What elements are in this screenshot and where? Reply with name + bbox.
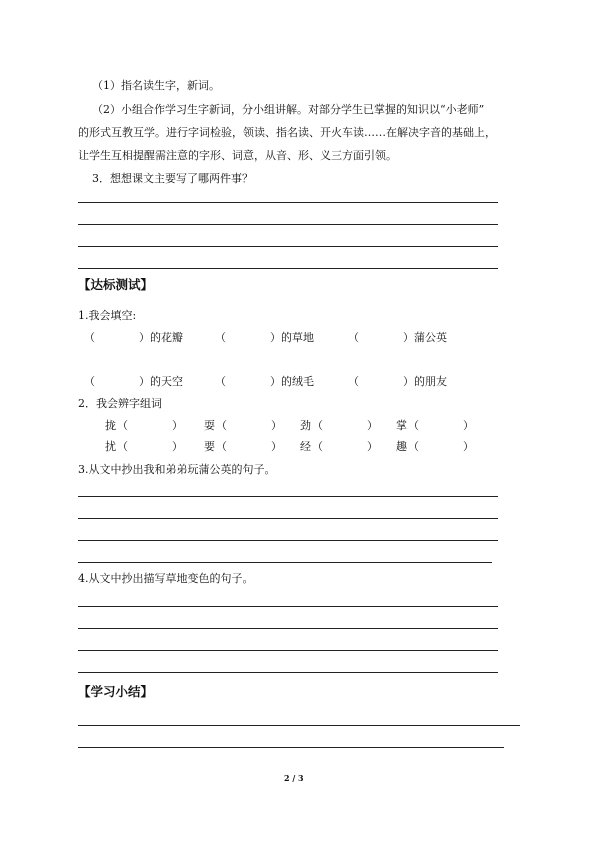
test-heading: 【达标测试】 [78, 277, 154, 292]
fill-in-item[interactable]: （ ）的草地 [215, 331, 314, 344]
fill-in-item[interactable]: （ ）的天空 [84, 375, 183, 388]
answer-line[interactable] [78, 496, 498, 497]
question-3-prompt: 3．想想课文主要写了哪两件事？ [92, 172, 253, 185]
answer-line[interactable] [78, 268, 498, 269]
step-2-line-2: 的形式互教互学。进行字词检验，领读、指名读、开火车读……在解决字音的基础上， [78, 126, 496, 139]
fill-in-title: 1.我会填空: [78, 309, 137, 322]
word-blank[interactable]: （ ） [117, 419, 183, 432]
word-blank[interactable]: （ ） [312, 419, 378, 432]
answer-line[interactable] [78, 650, 498, 651]
word-blank[interactable]: （ ） [408, 419, 474, 432]
answer-line[interactable] [78, 725, 520, 726]
copy-sentence-prompt: 3.从文中抄出我和弟弟玩蒲公英的句子。 [78, 463, 276, 476]
fill-in-item[interactable]: （ ）的花瓣 [84, 331, 183, 344]
word-char: 拢 [105, 419, 116, 432]
fill-in-item[interactable]: （ ）的绒毛 [215, 375, 314, 388]
word-char: 经 [300, 440, 311, 453]
page-number: 2 / 3 [284, 773, 304, 783]
step-1-text: （1）指名读生字，新词。 [92, 79, 220, 92]
word-blank[interactable]: （ ） [312, 440, 378, 453]
word-blank[interactable]: （ ） [408, 440, 474, 453]
answer-line[interactable] [78, 628, 498, 629]
word-blank[interactable]: （ ） [117, 440, 183, 453]
step-2-line-3: 让学生互相提醒需注意的字形、词意，从音、形、义三方面引领。 [78, 149, 397, 162]
copy-sentence-prompt: 4.从文中抄出描写草地变色的句子。 [78, 572, 254, 585]
word-blank[interactable]: （ ） [216, 419, 282, 432]
summary-heading: 【学习小结】 [78, 684, 154, 699]
answer-line[interactable] [78, 562, 492, 563]
word-building-title: 2．我会辨字组词 [78, 397, 162, 410]
word-char: 掌 [396, 419, 407, 432]
word-char: 扰 [105, 440, 116, 453]
answer-line[interactable] [78, 540, 498, 541]
answer-line[interactable] [78, 224, 498, 225]
word-char: 要 [204, 440, 215, 453]
answer-line[interactable] [78, 202, 498, 203]
fill-in-item[interactable]: （ ）的朋友 [348, 375, 447, 388]
word-char: 劲 [300, 419, 311, 432]
answer-line[interactable] [78, 672, 498, 673]
word-char: 趣 [396, 440, 407, 453]
answer-line[interactable] [78, 606, 498, 607]
word-blank[interactable]: （ ） [216, 440, 282, 453]
step-2-line-1: （2）小组合作学习生字新词，分小组讲解。对部分学生已掌握的知识以“小老师” [92, 103, 485, 116]
fill-in-item[interactable]: （ ）蒲公英 [348, 331, 447, 344]
answer-line[interactable] [78, 747, 504, 748]
answer-line[interactable] [78, 246, 498, 247]
answer-line[interactable] [78, 518, 498, 519]
word-char: 耍 [204, 419, 215, 432]
